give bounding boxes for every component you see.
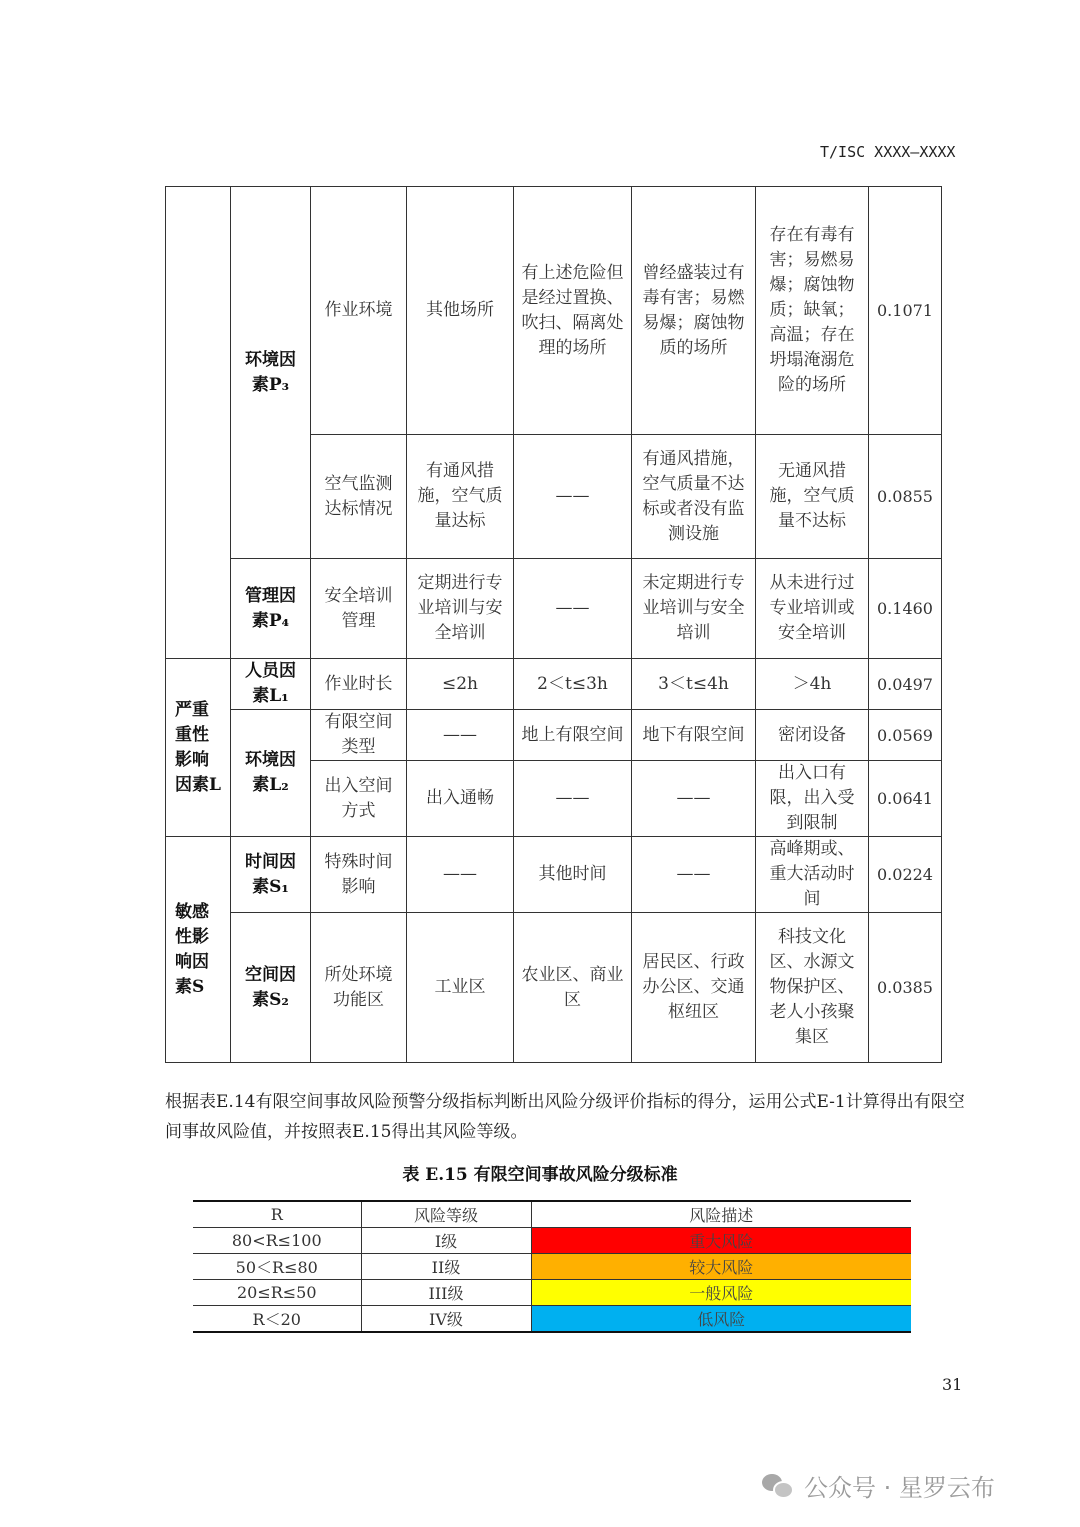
table-row xyxy=(166,187,942,435)
risk-desc-cell: 较大风险 xyxy=(531,1254,911,1280)
level-cell: 高峰期或、重大活动时间 xyxy=(756,837,869,913)
level-cell: —— xyxy=(514,435,632,559)
weight-cell: 0.0641 xyxy=(869,761,942,837)
table2-title: 表 E.15 有限空间事故风险分级标准 xyxy=(402,1165,678,1185)
item-cell: 特殊时间影响 xyxy=(311,837,407,913)
risk-level-cell: III级 xyxy=(361,1280,531,1306)
weight-cell: 0.1071 xyxy=(869,187,942,435)
level-cell: 无通风措施，空气质量不达标 xyxy=(756,435,869,559)
item-cell: 有限空间类型 xyxy=(311,710,407,761)
level-cell: 3＜t≤4h xyxy=(632,659,756,710)
table-row xyxy=(166,659,942,710)
watermark-text: 公众号 · 星罗云布 xyxy=(804,1474,995,1502)
subfactor-cell: 环境因素P₃ xyxy=(231,187,311,559)
level-cell: —— xyxy=(632,837,756,913)
weight-cell: 0.1460 xyxy=(869,559,942,659)
risk-level-cell: IV级 xyxy=(361,1306,531,1333)
level-cell: 定期进行专业培训与安全培训 xyxy=(407,559,514,659)
risk-desc-cell: 低风险 xyxy=(531,1306,911,1333)
level-cell: 其他场所 xyxy=(407,187,514,435)
level-cell: ≤2h xyxy=(407,659,514,710)
level-cell: —— xyxy=(407,710,514,761)
item-cell: 出入空间方式 xyxy=(311,761,407,837)
table-row xyxy=(193,1254,911,1280)
level-cell: —— xyxy=(632,761,756,837)
wechat-icon xyxy=(762,1472,794,1500)
body-paragraph: 根据表E.14有限空间事故风险预警分级指标判断出风险分级评价指标的得分，运用公式E-1计算得出有限空间事故风险值，并按照表E.15得出其风险等级。 xyxy=(165,1092,965,1142)
item-cell: 安全培训管理 xyxy=(311,559,407,659)
watermark xyxy=(762,1468,995,1503)
level-cell: 农业区、商业区 xyxy=(514,913,632,1063)
table-row xyxy=(166,837,942,913)
level-cell: —— xyxy=(514,761,632,837)
r-range-cell: 50＜R≤80 xyxy=(193,1254,361,1280)
level-cell: 有通风措施，空气质量不达标或者没有监测设施 xyxy=(632,435,756,559)
level-cell: 存在有毒有害；易燃易爆；腐蚀物质；缺氧；高温；存在坍塌淹溺危险的场所 xyxy=(756,187,869,435)
level-cell: 2＜t≤3h xyxy=(514,659,632,710)
risk-level-cell: I级 xyxy=(361,1228,531,1254)
r-range-cell: 80<R≤100 xyxy=(193,1228,361,1254)
weight-cell: 0.0224 xyxy=(869,837,942,913)
level-cell: 未定期进行专业培训与安全培训 xyxy=(632,559,756,659)
level-cell: 有上述危险但是经过置换、吹扫、隔离处理的场所 xyxy=(514,187,632,435)
weight-cell: 0.0569 xyxy=(869,710,942,761)
level-cell: 地上有限空间 xyxy=(514,710,632,761)
level-cell: 从未进行过专业培训或安全培训 xyxy=(756,559,869,659)
r-range-cell: R＜20 xyxy=(193,1306,361,1333)
subfactor-cell: 管理因素P₄ xyxy=(231,559,311,659)
subfactor-cell: 空间因素S₂ xyxy=(231,913,311,1063)
category-cell: 严重重性影响因素L xyxy=(166,659,231,837)
r-range-cell: 20≤R≤50 xyxy=(193,1280,361,1306)
level-cell: —— xyxy=(407,837,514,913)
table-row xyxy=(193,1306,911,1333)
risk-index-table xyxy=(165,186,942,1063)
header-cell: R xyxy=(193,1201,361,1228)
risk-desc-cell: 一般风险 xyxy=(531,1280,911,1306)
level-cell: 地下有限空间 xyxy=(632,710,756,761)
document-code: T/ISC XXXX—XXXX xyxy=(820,143,956,161)
table-row xyxy=(166,710,942,761)
weight-cell: 0.0497 xyxy=(869,659,942,710)
weight-cell: 0.0855 xyxy=(869,435,942,559)
table-header-row xyxy=(193,1201,911,1228)
subfactor-cell: 环境因素L₂ xyxy=(231,710,311,837)
level-cell: 出入口有限，出入受到限制 xyxy=(756,761,869,837)
level-cell: —— xyxy=(514,559,632,659)
subfactor-cell: 时间因素S₁ xyxy=(231,837,311,913)
header-cell: 风险等级 xyxy=(361,1201,531,1228)
level-cell: 曾经盛装过有毒有害；易燃易爆；腐蚀物质的场所 xyxy=(632,187,756,435)
page-number: 31 xyxy=(942,1375,963,1394)
item-cell: 作业时长 xyxy=(311,659,407,710)
level-cell: 密闭设备 xyxy=(756,710,869,761)
subfactor-cell: 人员因素L₁ xyxy=(231,659,311,710)
level-cell: 工业区 xyxy=(407,913,514,1063)
table-row xyxy=(193,1228,911,1254)
level-cell: 居民区、行政办公区、交通枢纽区 xyxy=(632,913,756,1063)
table-row xyxy=(166,913,942,1063)
level-cell: 出入通畅 xyxy=(407,761,514,837)
table-row xyxy=(166,559,942,659)
weight-cell: 0.0385 xyxy=(869,913,942,1063)
item-cell: 空气监测达标情况 xyxy=(311,435,407,559)
table-row xyxy=(193,1280,911,1306)
risk-desc-cell: 重大风险 xyxy=(531,1228,911,1254)
category-cell: 敏感性影响因素S xyxy=(166,837,231,1063)
item-cell: 所处环境功能区 xyxy=(311,913,407,1063)
level-cell: ＞4h xyxy=(756,659,869,710)
level-cell: 科技文化区、水源文物保护区、老人小孩聚集区 xyxy=(756,913,869,1063)
level-cell: 其他时间 xyxy=(514,837,632,913)
header-cell: 风险描述 xyxy=(531,1201,911,1228)
category-cell xyxy=(166,187,231,659)
level-cell: 有通风措施，空气质量达标 xyxy=(407,435,514,559)
risk-level-cell: II级 xyxy=(361,1254,531,1280)
risk-grading-table xyxy=(193,1200,911,1333)
item-cell: 作业环境 xyxy=(311,187,407,435)
